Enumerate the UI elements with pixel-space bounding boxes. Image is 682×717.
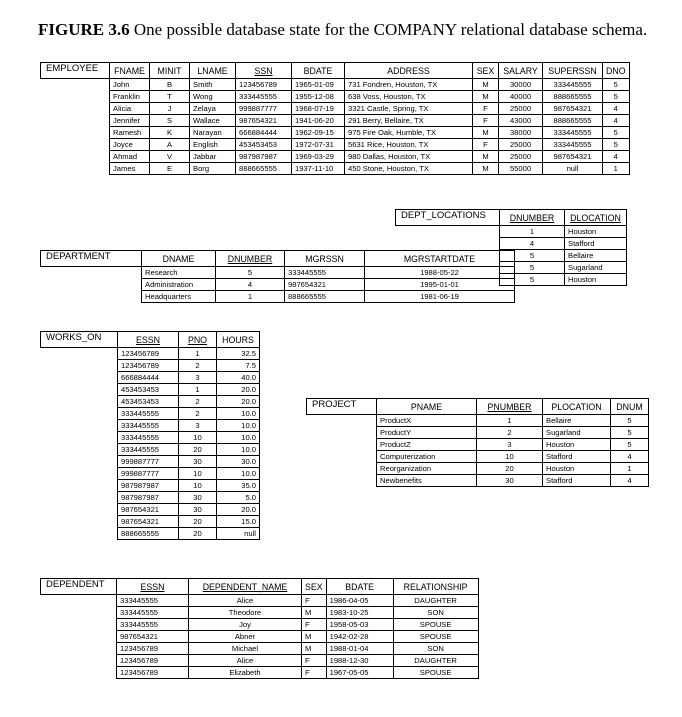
employee-cell: 987654321 — [236, 115, 292, 127]
project-column-header: PNUMBER — [477, 399, 543, 415]
works-on-cell: 333445555 — [118, 420, 179, 432]
project-cell: Computerization — [377, 451, 477, 463]
project-table — [306, 398, 649, 487]
dependent-cell: SPOUSE — [393, 667, 478, 679]
project-cell: Stafford — [543, 475, 611, 487]
table-row — [41, 643, 479, 655]
employee-cell: Joyce — [110, 139, 150, 151]
project-cell: 1 — [611, 463, 649, 475]
employee-cell: F — [473, 139, 499, 151]
works-on-cell: 10.0 — [217, 444, 260, 456]
dept-locations-cell: Sugarland — [565, 262, 627, 274]
table-row — [41, 348, 260, 360]
works-on-cell: 10 — [179, 468, 217, 480]
employee-cell: Jennifer — [110, 115, 150, 127]
table-row — [41, 163, 630, 175]
employee-cell: M — [473, 163, 499, 175]
table-row — [41, 619, 479, 631]
employee-cell: Wallace — [190, 115, 236, 127]
employee-cell: F — [473, 115, 499, 127]
employee-cell: 638 Voss, Houston, TX — [345, 91, 473, 103]
employee-column-header: FNAME — [110, 63, 150, 79]
project-cell: Bellaire — [543, 415, 611, 427]
department-cell: 4 — [216, 279, 285, 291]
employee-column-header: SALARY — [499, 63, 543, 79]
table-row — [41, 139, 630, 151]
dependent-cell: Joy — [189, 619, 302, 631]
works-on-cell: 333445555 — [118, 408, 179, 420]
table-row — [41, 360, 260, 372]
table-row — [41, 667, 479, 679]
employee-cell: 1969-03-29 — [292, 151, 345, 163]
table-row — [41, 456, 260, 468]
department-cell: 1988-05-22 — [365, 267, 515, 279]
employee-cell: 999887777 — [236, 103, 292, 115]
employee-cell: 40000 — [499, 91, 543, 103]
dependent-cell: 1988-01-04 — [326, 643, 393, 655]
works-on-cell: 20.0 — [217, 504, 260, 516]
department-cell: 987654321 — [285, 279, 365, 291]
project-cell: Reorganization — [377, 463, 477, 475]
works-on-cell: 2 — [179, 396, 217, 408]
dependent-cell: 123456789 — [117, 643, 189, 655]
employee-cell: 450 Stone, Houston, TX — [345, 163, 473, 175]
employee-cell: E — [150, 163, 190, 175]
works-on-cell: 1 — [179, 384, 217, 396]
employee-cell: 4 — [603, 115, 630, 127]
project-cell: 4 — [611, 475, 649, 487]
dependent-relation-name: DEPENDENT — [41, 579, 117, 595]
employee-cell: M — [473, 79, 499, 91]
project-cell: 2 — [477, 427, 543, 439]
employee-cell: 4 — [603, 103, 630, 115]
works-on-cell: 30 — [179, 456, 217, 468]
table-row — [41, 115, 630, 127]
works-on-cell: 987654321 — [118, 516, 179, 528]
project-cell: 5 — [611, 439, 649, 451]
works-on-column-header: ESSN — [118, 332, 179, 348]
works-on-cell: 3 — [179, 372, 217, 384]
works-on-cell: 32.5 — [217, 348, 260, 360]
table-row — [396, 238, 627, 250]
table-row — [41, 492, 260, 504]
employee-relation-name: EMPLOYEE — [41, 63, 110, 79]
project-cell: ProductZ — [377, 439, 477, 451]
dept-locations-cell: Houston — [565, 226, 627, 238]
works-on-cell: 987987987 — [118, 492, 179, 504]
employee-cell: 1 — [603, 163, 630, 175]
project-cell: Houston — [543, 439, 611, 451]
employee-cell: 980 Dallas, Houston, TX — [345, 151, 473, 163]
employee-cell: J — [150, 103, 190, 115]
dependent-cell: 1967-05-05 — [326, 667, 393, 679]
employee-cell: Borg — [190, 163, 236, 175]
table-row — [41, 420, 260, 432]
employee-cell: Smith — [190, 79, 236, 91]
employee-cell: 987654321 — [543, 151, 603, 163]
dependent-cell: M — [302, 631, 327, 643]
project-cell: 10 — [477, 451, 543, 463]
table-row — [41, 444, 260, 456]
works-on-cell: 666884444 — [118, 372, 179, 384]
works-on-cell: 10.0 — [217, 468, 260, 480]
dependent-cell: DAUGHTER — [393, 595, 478, 607]
works-on-cell: 333445555 — [118, 432, 179, 444]
works-on-cell: 3 — [179, 420, 217, 432]
table-row — [307, 451, 649, 463]
project-column-header: DNUM — [611, 399, 649, 415]
dependent-cell: M — [302, 607, 327, 619]
dependent-column-header: BDATE — [326, 579, 393, 595]
works-on-column-header: HOURS — [217, 332, 260, 348]
employee-cell: 1968-07-19 — [292, 103, 345, 115]
project-cell: 4 — [611, 451, 649, 463]
project-cell: 3 — [477, 439, 543, 451]
works-on-cell: 333445555 — [118, 444, 179, 456]
dependent-column-header: SEX — [302, 579, 327, 595]
works-on-cell: 987654321 — [118, 504, 179, 516]
department-cell: Headquarters — [142, 291, 216, 303]
employee-cell: M — [473, 151, 499, 163]
employee-cell: 1972-07-31 — [292, 139, 345, 151]
dependent-cell: 1983-10-25 — [326, 607, 393, 619]
works-on-relation-name: WORKS_ON — [41, 332, 118, 348]
dependent-cell: SPOUSE — [393, 631, 478, 643]
table-row — [307, 463, 649, 475]
employee-cell: 1962-09-15 — [292, 127, 345, 139]
project-cell: Newbenefits — [377, 475, 477, 487]
dept-locations-cell: 5 — [500, 250, 565, 262]
works-on-cell: 7.5 — [217, 360, 260, 372]
employee-cell: 731 Fondren, Houston, TX — [345, 79, 473, 91]
project-column-header: PLOCATION — [543, 399, 611, 415]
employee-cell: Jabbar — [190, 151, 236, 163]
works-on-cell: 987987987 — [118, 480, 179, 492]
employee-column-header: SUPERSSN — [543, 63, 603, 79]
works-on-cell: 5.0 — [217, 492, 260, 504]
project-cell: Stafford — [543, 451, 611, 463]
dependent-cell: Alice — [189, 655, 302, 667]
employee-cell: 333445555 — [236, 91, 292, 103]
table-row — [41, 655, 479, 667]
works-on-cell: 10 — [179, 432, 217, 444]
department-column-header: DNUMBER — [216, 251, 285, 267]
dependent-cell: Abner — [189, 631, 302, 643]
dependent-column-header: RELATIONSHIP — [393, 579, 478, 595]
works-on-cell: 2 — [179, 360, 217, 372]
employee-cell: 30000 — [499, 79, 543, 91]
project-relation-name: PROJECT — [307, 399, 377, 415]
employee-cell: Wong — [190, 91, 236, 103]
dependent-cell: F — [302, 655, 327, 667]
works-on-cell: 20.0 — [217, 384, 260, 396]
works-on-cell: 35.0 — [217, 480, 260, 492]
dependent-cell: SON — [393, 643, 478, 655]
employee-cell: 5 — [603, 139, 630, 151]
table-row — [41, 607, 479, 619]
dependent-cell: 987654321 — [117, 631, 189, 643]
employee-cell: 666884444 — [236, 127, 292, 139]
table-row — [41, 291, 515, 303]
project-cell: Houston — [543, 463, 611, 475]
works-on-cell: 15.0 — [217, 516, 260, 528]
dependent-cell: 1986-04-05 — [326, 595, 393, 607]
works-on-cell: 10 — [179, 480, 217, 492]
works-on-cell: 999887777 — [118, 456, 179, 468]
table-row — [41, 516, 260, 528]
department-cell: 333445555 — [285, 267, 365, 279]
dependent-cell: 333445555 — [117, 607, 189, 619]
employee-cell: 1941-06-20 — [292, 115, 345, 127]
table-row — [41, 384, 260, 396]
employee-cell: 975 Fire Oak, Humble, TX — [345, 127, 473, 139]
dept-locations-column-header: DLOCATION — [565, 210, 627, 226]
employee-cell: 453453453 — [236, 139, 292, 151]
figure-caption: One possible database state for the COMPANY relational database schema. — [133, 20, 648, 39]
employee-cell: James — [110, 163, 150, 175]
employee-cell: 987987987 — [236, 151, 292, 163]
works-on-cell: 453453453 — [118, 384, 179, 396]
project-cell: 5 — [611, 415, 649, 427]
employee-cell: 5 — [603, 127, 630, 139]
works-on-cell: 30.0 — [217, 456, 260, 468]
employee-cell: 291 Berry, Bellaire, TX — [345, 115, 473, 127]
employee-cell: 333445555 — [543, 79, 603, 91]
employee-cell: Zelaya — [190, 103, 236, 115]
project-cell: ProductY — [377, 427, 477, 439]
dependent-cell: F — [302, 667, 327, 679]
table-row — [307, 415, 649, 427]
dept-locations-cell: 5 — [500, 262, 565, 274]
dept-locations-cell: 1 — [500, 226, 565, 238]
employee-cell: 333445555 — [543, 139, 603, 151]
employee-cell: 25000 — [499, 139, 543, 151]
employee-cell: 25000 — [499, 151, 543, 163]
project-column-header: PNAME — [377, 399, 477, 415]
employee-cell: 3321 Castle, Spring, TX — [345, 103, 473, 115]
works-on-cell: 20.0 — [217, 396, 260, 408]
employee-cell: 888665555 — [236, 163, 292, 175]
works-on-cell: 453453453 — [118, 396, 179, 408]
dependent-cell: 123456789 — [117, 655, 189, 667]
table-row — [307, 427, 649, 439]
dependent-cell: Michael — [189, 643, 302, 655]
works-on-cell: 888665555 — [118, 528, 179, 540]
department-cell: 1995-01-01 — [365, 279, 515, 291]
employee-cell: 333445555 — [543, 127, 603, 139]
department-cell: Administration — [142, 279, 216, 291]
dependent-column-header: ESSN — [117, 579, 189, 595]
employee-column-header: DNO — [603, 63, 630, 79]
department-cell: 1981-06-19 — [365, 291, 515, 303]
table-row — [41, 432, 260, 444]
employee-cell: 5 — [603, 79, 630, 91]
works-on-cell: 20 — [179, 528, 217, 540]
employee-cell: Narayan — [190, 127, 236, 139]
dependent-cell: 1942-02-28 — [326, 631, 393, 643]
dependent-cell: 123456789 — [117, 667, 189, 679]
works-on-cell: 30 — [179, 504, 217, 516]
department-cell: Research — [142, 267, 216, 279]
works-on-cell: null — [217, 528, 260, 540]
works-on-cell: 1 — [179, 348, 217, 360]
works-on-cell: 10.0 — [217, 432, 260, 444]
table-row — [41, 528, 260, 540]
table-row — [41, 151, 630, 163]
employee-cell: 1965-01-09 — [292, 79, 345, 91]
employee-cell: F — [473, 103, 499, 115]
department-cell: 5 — [216, 267, 285, 279]
dept-locations-cell: 5 — [500, 274, 565, 286]
employee-cell: 888665555 — [543, 91, 603, 103]
project-cell: 30 — [477, 475, 543, 487]
employee-cell: S — [150, 115, 190, 127]
employee-cell: M — [473, 91, 499, 103]
figure-title — [38, 20, 647, 40]
employee-column-header: MINIT — [150, 63, 190, 79]
dependent-cell: Theodore — [189, 607, 302, 619]
works-on-cell: 999887777 — [118, 468, 179, 480]
employee-cell: 55000 — [499, 163, 543, 175]
table-row — [41, 279, 515, 291]
employee-cell: 25000 — [499, 103, 543, 115]
table-row — [396, 226, 627, 238]
dependent-cell: Elizabeth — [189, 667, 302, 679]
figure-label: FIGURE 3.6 — [38, 20, 130, 39]
dept-locations-cell: Bellaire — [565, 250, 627, 262]
employee-cell: 38000 — [499, 127, 543, 139]
dependent-cell: F — [302, 619, 327, 631]
employee-cell: 1955-12-08 — [292, 91, 345, 103]
department-table — [40, 250, 515, 303]
department-cell: 888665555 — [285, 291, 365, 303]
table-row — [41, 127, 630, 139]
employee-cell: 43000 — [499, 115, 543, 127]
employee-cell: Ramesh — [110, 127, 150, 139]
table-row — [41, 631, 479, 643]
dependent-cell: Alice — [189, 595, 302, 607]
employee-cell: M — [473, 127, 499, 139]
employee-cell: K — [150, 127, 190, 139]
employee-cell: John — [110, 79, 150, 91]
employee-cell: 4 — [603, 151, 630, 163]
dependent-cell: 333445555 — [117, 619, 189, 631]
employee-cell: Ahmad — [110, 151, 150, 163]
table-row — [307, 475, 649, 487]
works-on-cell: 20 — [179, 516, 217, 528]
employee-column-header: ADDRESS — [345, 63, 473, 79]
dept-locations-cell: Stafford — [565, 238, 627, 250]
employee-cell: 5 — [603, 91, 630, 103]
works-on-cell: 10.0 — [217, 408, 260, 420]
table-row — [41, 103, 630, 115]
employee-cell: English — [190, 139, 236, 151]
employee-cell: 1937-11-10 — [292, 163, 345, 175]
dependent-cell: F — [302, 595, 327, 607]
dept-locations-column-header: DNUMBER — [500, 210, 565, 226]
department-column-header: MGRSTARTDATE — [365, 251, 515, 267]
project-cell: 1 — [477, 415, 543, 427]
dependent-cell: 333445555 — [117, 595, 189, 607]
employee-cell: null — [543, 163, 603, 175]
table-row — [307, 439, 649, 451]
employee-cell: Franklin — [110, 91, 150, 103]
works-on-cell: 30 — [179, 492, 217, 504]
project-cell: 20 — [477, 463, 543, 475]
employee-cell: 888665555 — [543, 115, 603, 127]
table-row — [41, 480, 260, 492]
table-row — [41, 91, 630, 103]
employee-cell: 123456789 — [236, 79, 292, 91]
works-on-cell: 20 — [179, 444, 217, 456]
dependent-cell: 1958-05-03 — [326, 619, 393, 631]
dept-locations-cell: 4 — [500, 238, 565, 250]
table-row — [41, 504, 260, 516]
employee-cell: A — [150, 139, 190, 151]
department-relation-name: DEPARTMENT — [41, 251, 142, 267]
table-row — [41, 79, 630, 91]
dependent-cell: SPOUSE — [393, 619, 478, 631]
employee-column-header: LNAME — [190, 63, 236, 79]
employee-cell: Alicia — [110, 103, 150, 115]
works-on-cell: 10.0 — [217, 420, 260, 432]
project-cell: ProductX — [377, 415, 477, 427]
works-on-cell: 123456789 — [118, 360, 179, 372]
employee-cell: V — [150, 151, 190, 163]
dependent-cell: SON — [393, 607, 478, 619]
employee-column-header: BDATE — [292, 63, 345, 79]
employee-cell: B — [150, 79, 190, 91]
table-row — [41, 595, 479, 607]
employee-cell: 987654321 — [543, 103, 603, 115]
employee-column-header: SSN — [236, 63, 292, 79]
project-cell: 5 — [611, 427, 649, 439]
works-on-cell: 2 — [179, 408, 217, 420]
dependent-table — [40, 578, 479, 679]
employee-cell: T — [150, 91, 190, 103]
table-row — [41, 408, 260, 420]
dept-locations-relation-name: DEPT_LOCATIONS — [396, 210, 500, 226]
department-cell: 1 — [216, 291, 285, 303]
dept-locations-cell: Houston — [565, 274, 627, 286]
works-on-column-header: PNO — [179, 332, 217, 348]
dependent-column-header: DEPENDENT_NAME — [189, 579, 302, 595]
project-cell: Sugarland — [543, 427, 611, 439]
employee-column-header: SEX — [473, 63, 499, 79]
employee-table — [40, 62, 630, 175]
works-on-cell: 40.0 — [217, 372, 260, 384]
table-row — [41, 396, 260, 408]
employee-cell: 5631 Rice, Houston, TX — [345, 139, 473, 151]
works-on-cell: 123456789 — [118, 348, 179, 360]
dependent-cell: M — [302, 643, 327, 655]
table-row — [41, 372, 260, 384]
table-row — [41, 267, 515, 279]
works-on-table — [40, 331, 260, 540]
table-row — [41, 468, 260, 480]
dependent-cell: DAUGHTER — [393, 655, 478, 667]
department-column-header: MGRSSN — [285, 251, 365, 267]
department-column-header: DNAME — [142, 251, 216, 267]
dependent-cell: 1988-12-30 — [326, 655, 393, 667]
